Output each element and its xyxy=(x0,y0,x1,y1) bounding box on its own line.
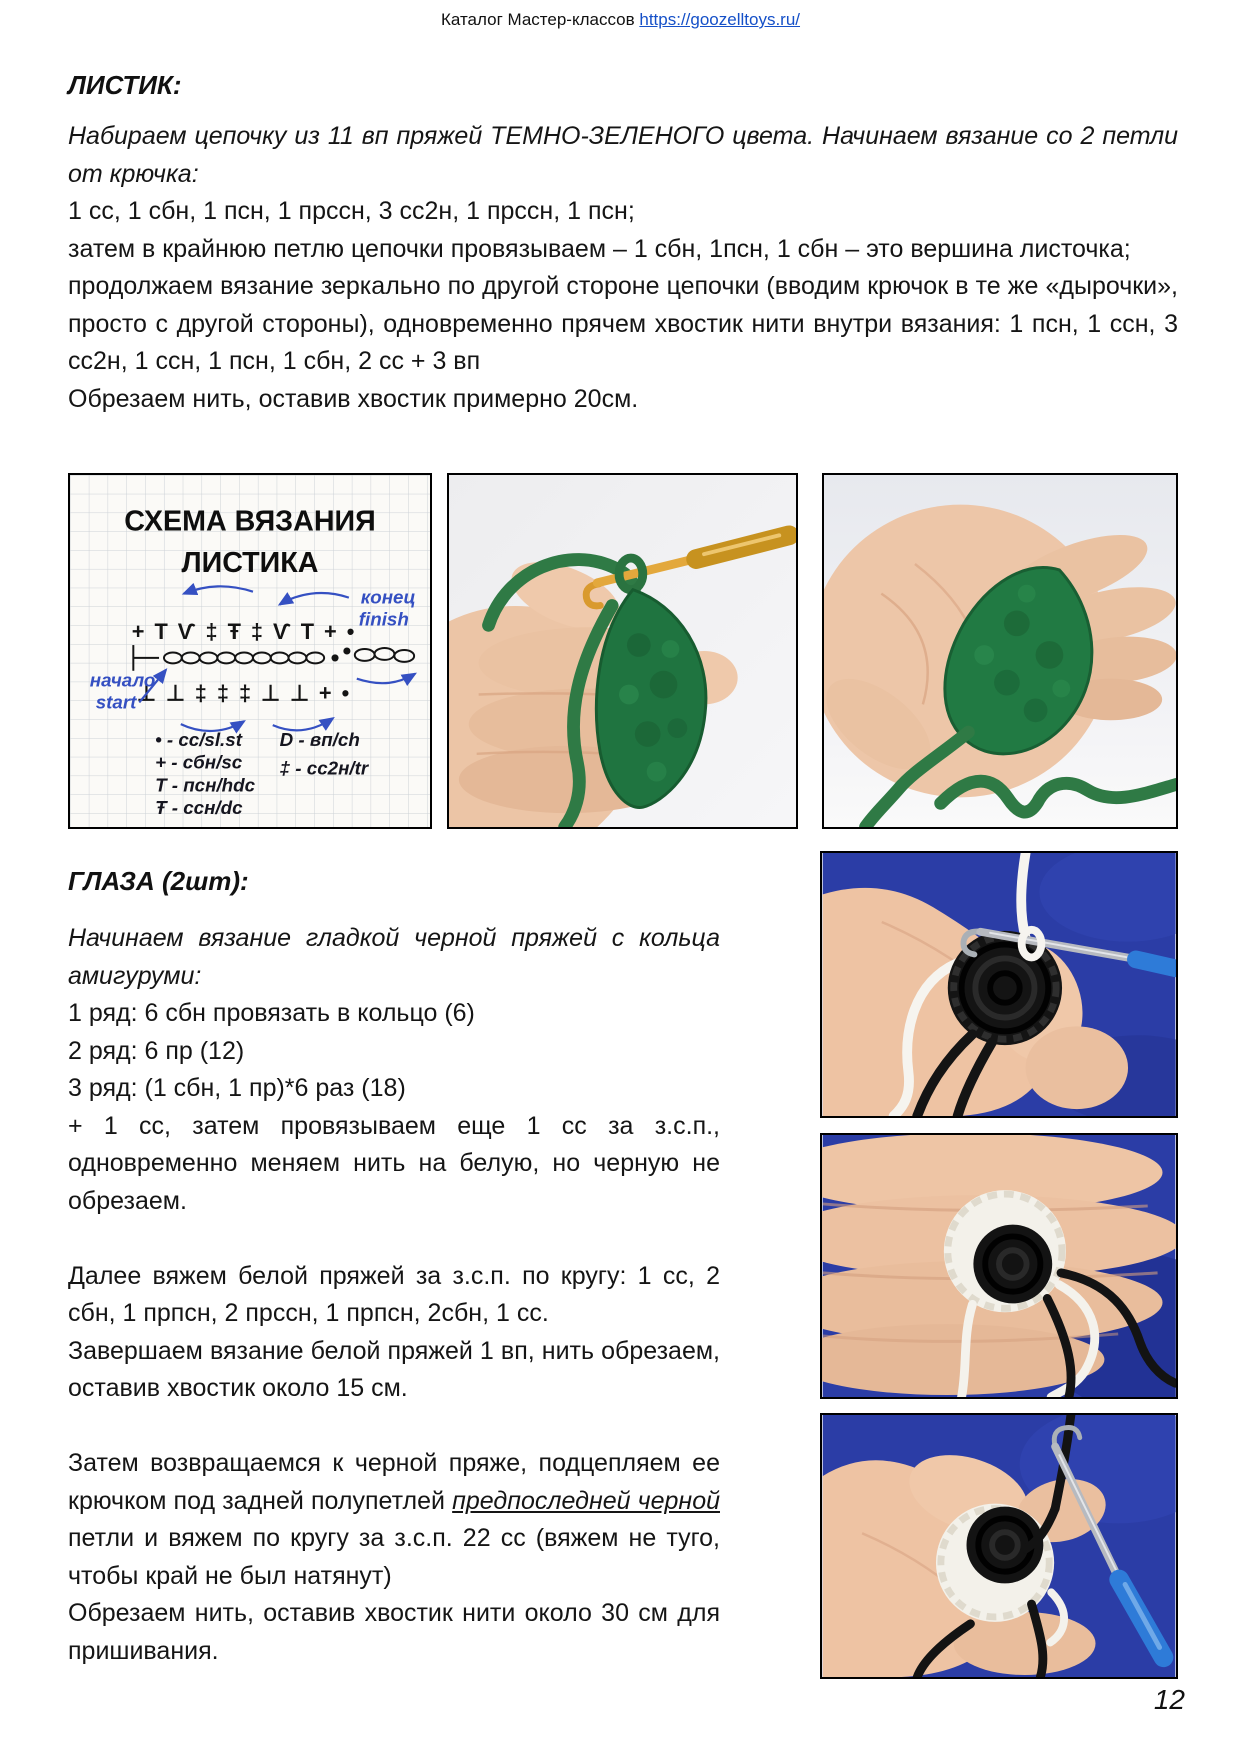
eyes-intro: Начинаем вязание гладкой черной пряжей с кольца амигуруми: xyxy=(68,924,720,990)
chart-finish-label-en: finish xyxy=(358,608,409,630)
chart-title-line2: ЛИСТИКА xyxy=(181,546,319,579)
eyes-paragraph-cut-thread: Обрезаем нить, оставив хвостик нити около 30 см для пришивания. xyxy=(68,1599,720,1665)
eyes-black-edge-underlined: предпоследней черной xyxy=(452,1486,720,1515)
eye-black-circle-illustration xyxy=(822,853,1176,1116)
eye-crochet-piece xyxy=(944,1190,1066,1312)
eyes-round-3: 3 ряд: (1 сбн, 1 пр)*6 раз (18) xyxy=(68,1074,406,1102)
leaf-section-title: ЛИСТИК: xyxy=(68,70,182,100)
leaf-chart-drawing xyxy=(70,475,430,827)
leaf-instructions xyxy=(68,118,1178,418)
eyes-section-title: ГЛАЗА (2шт): xyxy=(68,866,249,896)
eye-white-round-illustration xyxy=(822,1135,1176,1397)
leaf-finished-illustration xyxy=(824,475,1176,827)
leaf-crocheting-illustration xyxy=(449,475,796,827)
leaf-row-3: продолжаем вязание зеркально по другой стороне цепочки (вводим крючок в те же «дырочки», просто с другой стороны), одновременно прячем хвостик нити внутри вязания: 1 псн, 1 ссн, 3 сс2н, 1 ссн, 1 псн, 1 сбн, 2 сс + 3 вп xyxy=(68,272,1178,375)
chart-symbols-bottom: ⊥ ⊥ ‡ ‡ ‡ ⊥ ⊥ + • xyxy=(136,680,352,706)
eyes-instructions xyxy=(68,920,720,1670)
leaf-chart-photo xyxy=(68,473,432,829)
leaf-intro: Набираем цепочку из 11 вп пряжей ТЕМНО-ЗЕЛЕНОГО цвета. Начинаем вязание со 2 петли от крючка: xyxy=(68,122,1178,188)
eyes-black-edge-start: Затем возвращаемся к черной пряже, подцепляем ее крючком под задней полупетлей xyxy=(68,1449,720,1515)
chart-start-label-en: start xyxy=(95,691,137,713)
header-label: Каталог Мастер-классов xyxy=(440,10,640,29)
eye-white-round-photo xyxy=(820,1133,1178,1399)
eyes-black-edge-end: петли и вяжем по кругу за з.с.п. 22 сс (вяжем не туго, чтобы край не был натянут) xyxy=(68,1524,720,1590)
eye-black-circle-photo xyxy=(820,851,1178,1118)
eyes-paragraph-finish-white: Завершаем вязание белой пряжей 1 вп, нить обрезаем, оставив хвостик около 15 см. xyxy=(68,1336,720,1402)
eye-black-edge-photo xyxy=(820,1413,1178,1679)
chart-title-line1: СХЕМА ВЯЗАНИЯ xyxy=(124,505,376,538)
page-number: 12 xyxy=(1153,1684,1185,1715)
eyes-round-2: 2 ряд: 6 пр (12) xyxy=(68,1036,245,1065)
legend-sc: + - сбн/sc xyxy=(155,751,243,773)
eyes-paragraph-color-change: + 1 сс, затем провязываем еще 1 сс за з.с.п., одновременно меняем нить на белую, но черную не обрезаем. xyxy=(68,1111,720,1215)
leaf-row-1: 1 сс, 1 сбн, 1 псн, 1 прссн, 3 сс2н, 1 прссн, 1 псн; xyxy=(68,197,635,225)
eyes-round-1: 1 ряд: 6 сбн провязать в кольцо (6) xyxy=(68,999,475,1027)
legend-hdc: Т - псн/hdc xyxy=(155,774,256,796)
chart-start-label-ru: начало xyxy=(89,669,156,691)
legend-slst: • - сс/sl.st xyxy=(155,728,242,750)
leaf-row-4: Обрезаем нить, оставив хвостик примерно 20см. xyxy=(68,384,639,413)
legend-dc: Ŧ - ссн/dc xyxy=(155,797,243,819)
legend-ch: D - вп/ch xyxy=(279,728,360,750)
eye-black-edge-illustration xyxy=(822,1415,1176,1677)
eyes-paragraph-black-edge xyxy=(68,1445,720,1595)
chart-symbols-top: + Т Ѵ ‡ Ŧ ‡ Ѵ Т + • xyxy=(131,619,357,645)
leaf-finished-photo xyxy=(822,473,1178,829)
header-link[interactable]: https://goozelltoys.ru/ xyxy=(639,10,801,29)
page-header xyxy=(0,10,1241,30)
chart-finish-label-ru: конец xyxy=(360,586,416,608)
eye-crochet-piece xyxy=(936,1504,1054,1622)
eyes-paragraph-white-round: Далее вяжем белой пряжей за з.с.п. по кругу: 1 сс, 2 сбн, 1 прпсн, 2 прссн, 1 прпсн, 2сбн, 1 сс. xyxy=(68,1261,720,1327)
leaf-row-2: затем в крайнюю петлю цепочки провязываем – 1 сбн, 1псн, 1 сбн – это вершина листочка; xyxy=(68,234,1131,263)
leaf-crocheting-photo xyxy=(447,473,798,829)
legend-tr: ‡ - сс2н/tr xyxy=(279,757,369,779)
